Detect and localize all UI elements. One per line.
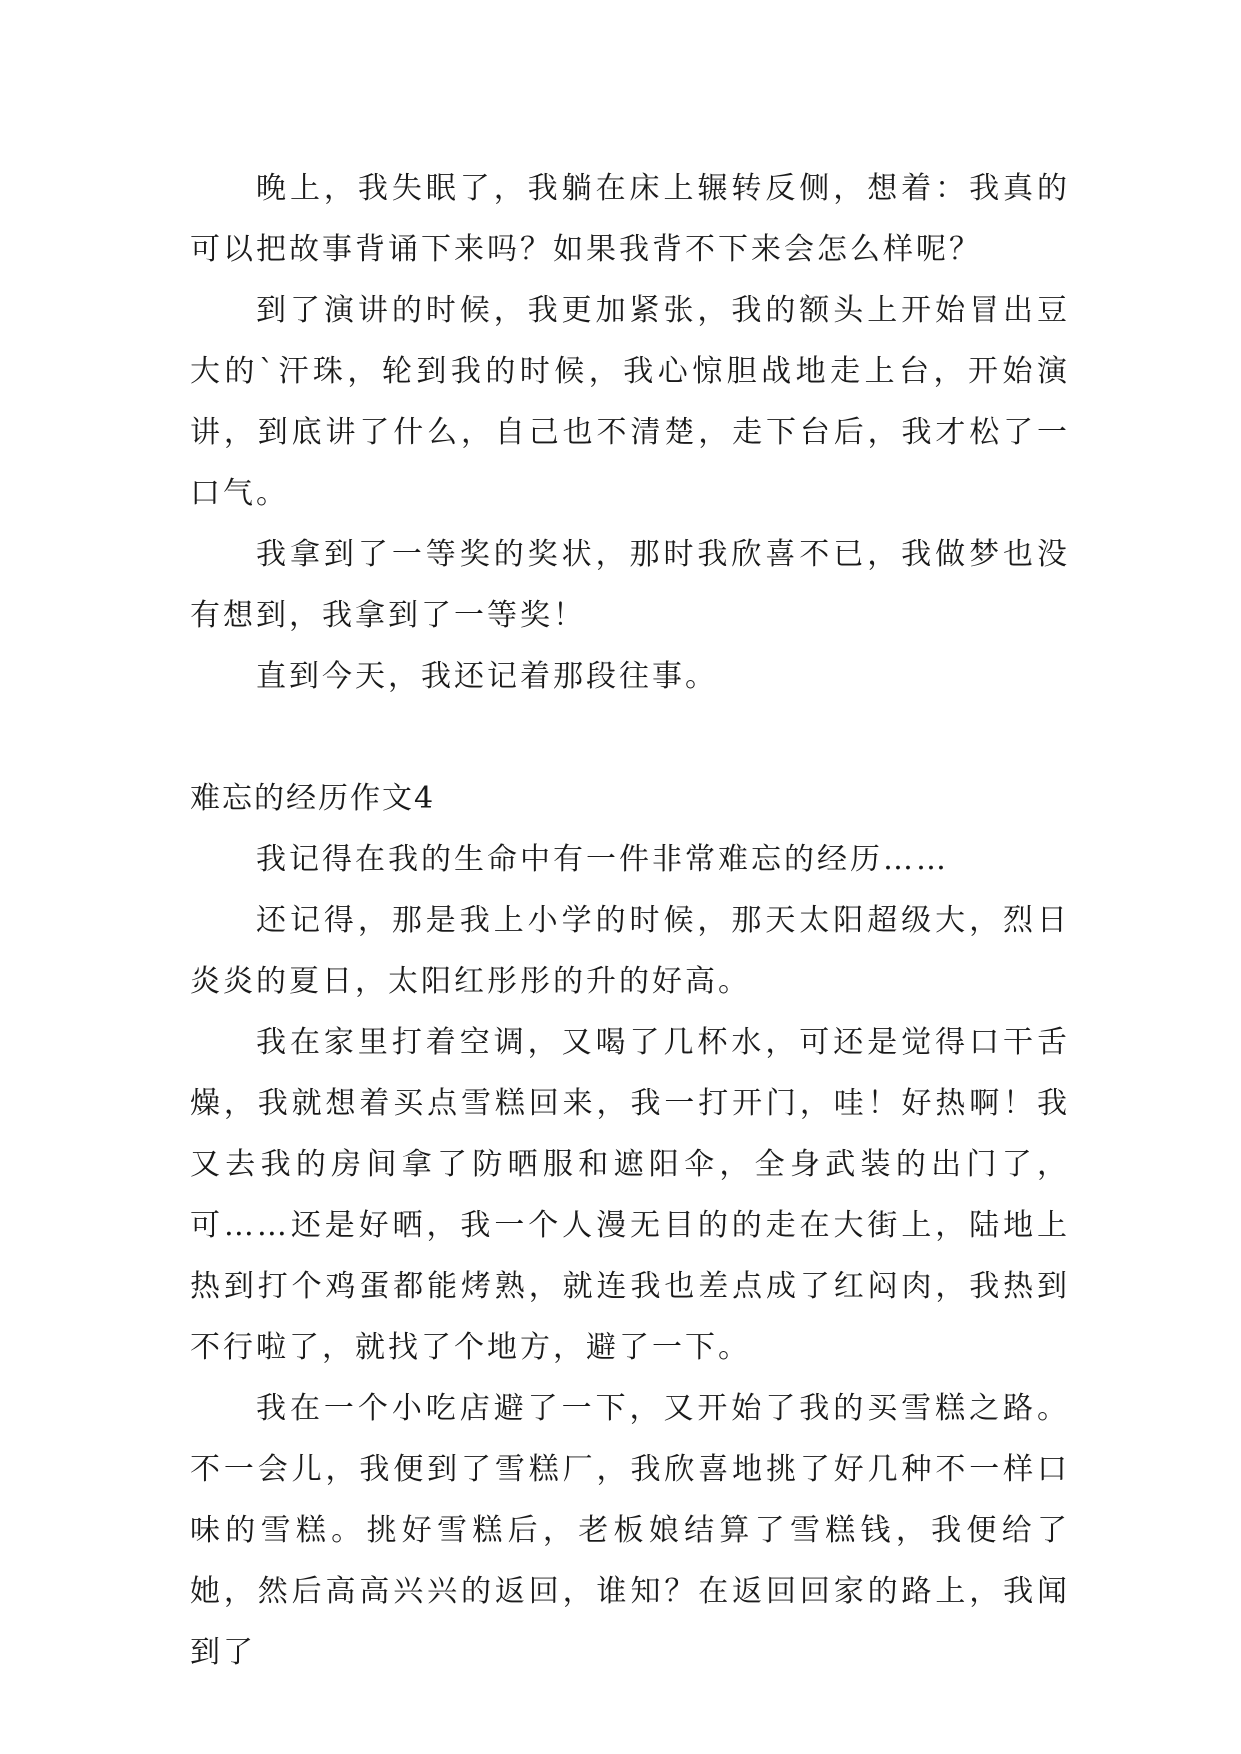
paragraph: 我在家里打着空调，又喝了几杯水，可还是觉得口干舌燥，我就想着买点雪糕回来，我一打开门，哇！好热啊！我又去我的房间拿了防晒服和遮阳伞，全身武装的出门了，可……还是好晒，我一个人漫无目的的走在大街上，陆地上热到打个鸡蛋都能烤熟，就连我也差点成了红闷肉，我热到不行啦了，就找了个地方，避了一下。 bbox=[190, 1025, 1070, 1365]
paragraph: 我拿到了一等奖的奖状，那时我欣喜不已，我做梦也没有想到，我拿到了一等奖！ bbox=[190, 537, 1070, 633]
paragraph: 还记得，那是我上小学的时候，那天太阳超级大，烈日炎炎的夏日，太阳红彤彤的升的好高。 bbox=[190, 903, 1070, 999]
paragraph: 我在一个小吃店避了一下，又开始了我的买雪糕之路。不一会儿，我便到了雪糕厂，我欣喜地挑了好几种不一样口味的雪糕。挑好雪糕后，老板娘结算了雪糕钱，我便给了她，然后高高兴兴的返回，谁知？在返回回家的路上，我闻到了 bbox=[190, 1391, 1070, 1670]
paragraph: 直到今天，我还记着那段往事。 bbox=[256, 659, 718, 694]
document-body bbox=[190, 158, 1070, 1683]
section-title: 难忘的经历作文4 bbox=[190, 781, 436, 816]
paragraph: 晚上，我失眠了，我躺在床上辗转反侧，想着：我真的可以把故事背诵下来吗？如果我背不下来会怎么样呢？ bbox=[190, 171, 1070, 267]
paragraph: 我记得在我的生命中有一件非常难忘的经历…… bbox=[256, 842, 949, 877]
paragraph: 到了演讲的时候，我更加紧张，我的额头上开始冒出豆大的`汗珠，轮到我的时候，我心惊胆战地走上台，开始演讲，到底讲了什么，自己也不清楚，走下台后，我才松了一口气。 bbox=[190, 293, 1070, 511]
